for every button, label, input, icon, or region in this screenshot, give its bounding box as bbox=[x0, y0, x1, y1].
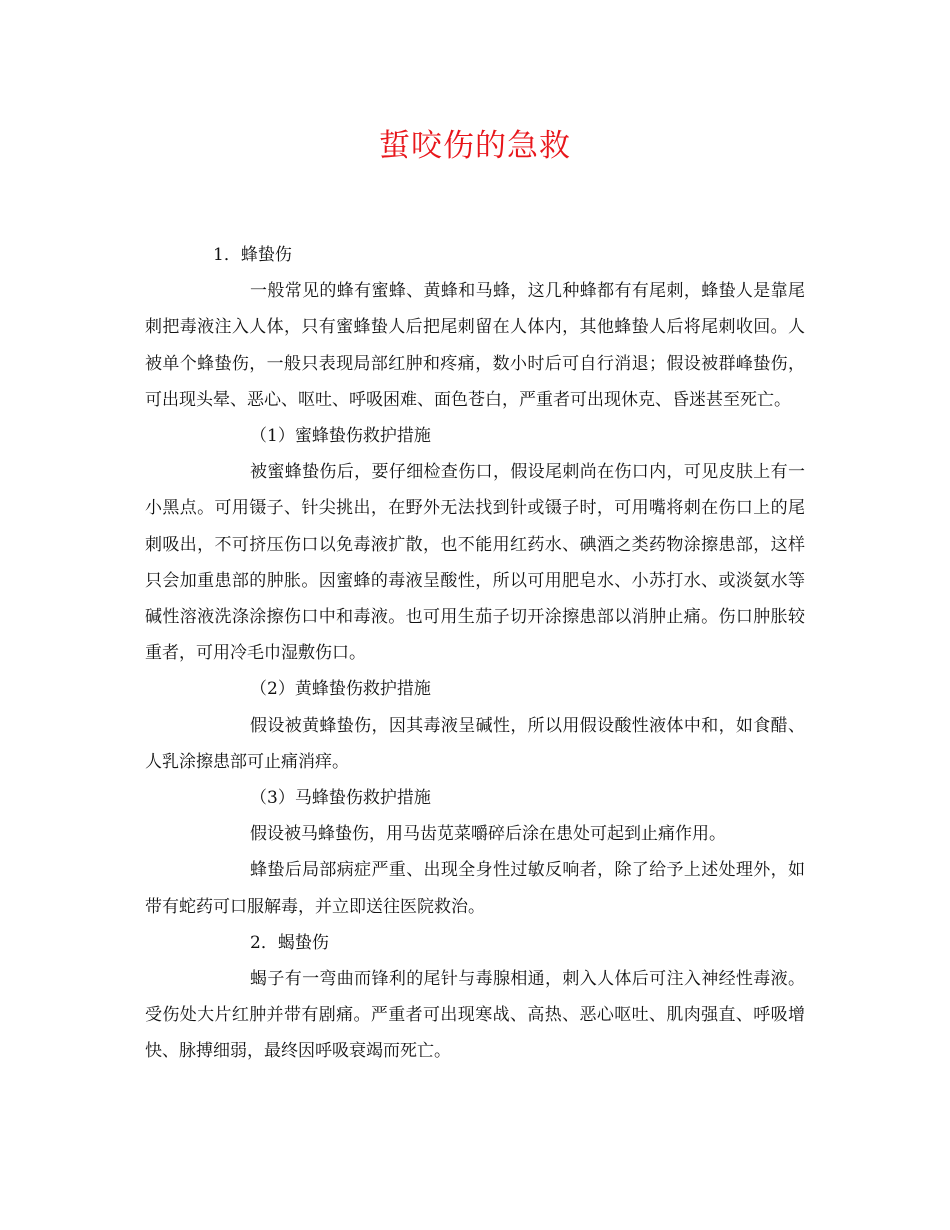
paragraph-honeybee-care: 被蜜蜂蛰伤后，要仔细检查伤口，假设尾刺尚在伤口内，可见皮肤上有一小黑点。可用镊子、针尖挑出，在野外无法找到针或镊子时，可用嘴将刺在伤口上的尾刺吸出，不可挤压伤口以免毒液扩散，也不能用红药水、碘酒之类药物涂擦患部，这样只会加重患部的肿胀。因蜜蜂的毒液呈酸性，所以可用肥皂水、小苏打水、或淡氨水等碱性溶液洗涤涂擦伤口中和毒液。也可用生茄子切开涂擦患部以消肿止痛。伤口肿胀较重者，可用冷毛巾湿敷伤口。 bbox=[145, 462, 805, 664]
paragraph-hornet-care: 假设被马蜂蛰伤，用马齿苋菜嚼碎后涂在患处可起到止痛作用。 bbox=[250, 824, 726, 845]
document-title: 蜇咬伤的急救 bbox=[379, 128, 571, 164]
paragraph-scorpion-overview: 蝎子有一弯曲而锋利的尾针与毒腺相通，刺入人体后可注入神经性毒液。受伤处大片红肿并带有剧痛。严重者可出现寒战、高热、恶心呕吐、肌肉强直、呼吸增快、脉搏细弱，最终因呼吸衰竭而死亡。 bbox=[145, 969, 805, 1062]
section-heading-bee-sting: 1．蜂蛰伤 bbox=[213, 245, 292, 265]
section-heading-scorpion-sting: 2．蝎蛰伤 bbox=[250, 932, 329, 953]
subheading-honeybee-care: （1）蜜蜂蛰伤救护措施 bbox=[250, 426, 431, 447]
paragraph-bee-overview: 一般常见的蜂有蜜蜂、黄蜂和马蜂，这几种蜂都有有尾刺，蜂蛰人是靠尾刺把毒液注入人体，只有蜜蜂蛰人后把尾刺留在人体内，其他蜂蛰人后将尾刺收回。人被单个蜂蛰伤，一般只表现局部红肿和疼痛，数小时后可自行消退；假设被群峰蛰伤，可出现头晕、恶心、呕吐、呼吸困难、面色苍白，严重者可出现休克、昏迷甚至死亡。 bbox=[145, 281, 805, 410]
subheading-hornet-care: （3）马蜂蛰伤救护措施 bbox=[250, 788, 431, 809]
paragraph-wasp-care: 假设被黄蜂蛰伤，因其毒液呈碱性，所以用假设酸性液体中和，如食醋、人乳涂擦患部可止痛消痒。 bbox=[145, 715, 805, 772]
subheading-wasp-care: （2）黄蜂蛰伤救护措施 bbox=[250, 679, 431, 700]
paragraph-severe-reaction: 蜂蛰后局部病症严重、出现全身性过敏反响者，除了给予上述处理外，如带有蛇药可口服解毒，并立即送往医院救治。 bbox=[145, 860, 805, 917]
document-body bbox=[145, 237, 805, 1070]
